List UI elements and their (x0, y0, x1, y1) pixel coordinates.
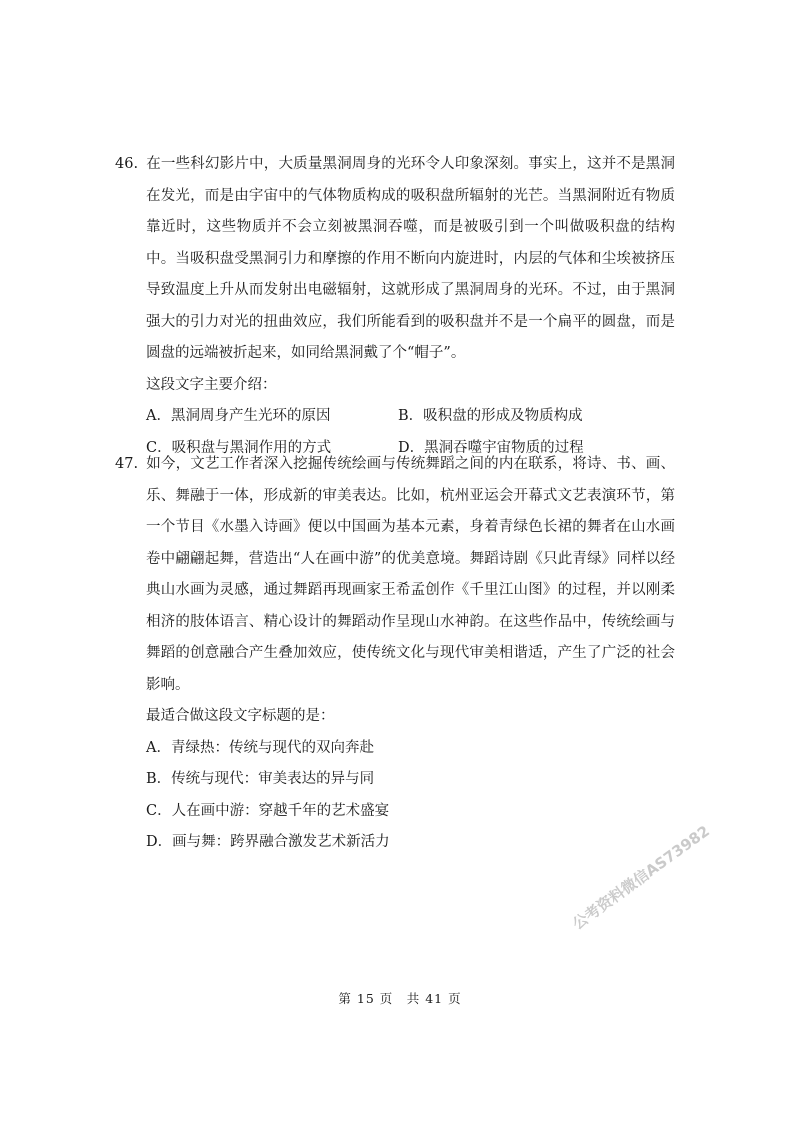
question-passage (115, 149, 675, 370)
passage-text: 在一些科幻影片中，大质量黑洞周身的光环令人印象深刻。事实上，这并不是黑洞在发光，而是由宇宙中的气体物质构成的吸积盘所辐射的光芒。当黑洞附近有物质靠近时，这些物质并不会立刻被黑洞吞噬，而是被吸引到一个叫做吸积盘的结构中。当吸积盘受黑洞引力和摩擦的作用不断向内旋进时，内层的气体和尘埃被挤压导致温度上升从而发射出电磁辐射，这就形成了黑洞周身的光环。不过，由于黑洞强大的引力对光的扭曲效应，我们所能看到的吸积盘并不是一个扁平的圆盘，而是圆盘的远端被折起来，如同给黑洞戴了个“帽子”。 (146, 156, 675, 361)
question-stem: 这段文字主要介绍： (146, 376, 277, 393)
options-list (115, 733, 675, 859)
question-47 (115, 449, 675, 859)
option-d[interactable]: D．画与舞：跨界融合激发艺术新活力 (146, 834, 390, 850)
option-b[interactable]: B．吸积盘的形成及物质构成 (398, 408, 583, 424)
option-c[interactable]: C．人在画中游：穿越千年的艺术盛宴 (146, 802, 390, 819)
question-46 (115, 149, 675, 464)
option-c[interactable]: C．吸积盘与黑洞作用的方式 (146, 439, 332, 456)
watermark: 公考资料微信AS73982 (569, 821, 713, 934)
option-b[interactable]: B．传统与现代：审美表达的异与同 (146, 771, 375, 787)
page-footer: 第 15 页 共 41 页 (338, 991, 462, 1006)
question-passage (115, 449, 675, 701)
question-number: 47. (115, 456, 139, 472)
passage-text: 如今，文艺工作者深入挖掘传统绘画与传统舞蹈之间的内在联系，将诗、书、画、乐、舞融于一体，形成新的审美表达。比如，杭州亚运会开幕式文艺表演环节，第一个节目《水墨入诗画》便以中国画为基本元素，身着青绿色长裙的舞者在山水画卷中翩翩起舞，营造出“人在画中游”的优美意境。舞蹈诗剧《只此青绿》同样以经典山水画为灵感，通过舞蹈再现画家王希孟创作《千里江山图》的过程，并以刚柔相济的肢体语言、精心设计的舞蹈动作呈现山水神韵。在这些作品中，传统绘画与舞蹈的创意融合产生叠加效应，使传统文化与现代审美相谐适，产生了广泛的社会影响。 (146, 456, 675, 693)
option-d[interactable]: D．黑洞吞噬宇宙物质的过程 (398, 439, 584, 456)
question-number: 46. (115, 156, 139, 172)
question-stem: 最适合做这段文字标题的是： (146, 708, 335, 724)
option-a[interactable]: A．青绿热：传统与现代的双向奔赴 (146, 739, 374, 756)
option-a[interactable]: A．黑洞周身产生光环的原因 (146, 408, 331, 424)
